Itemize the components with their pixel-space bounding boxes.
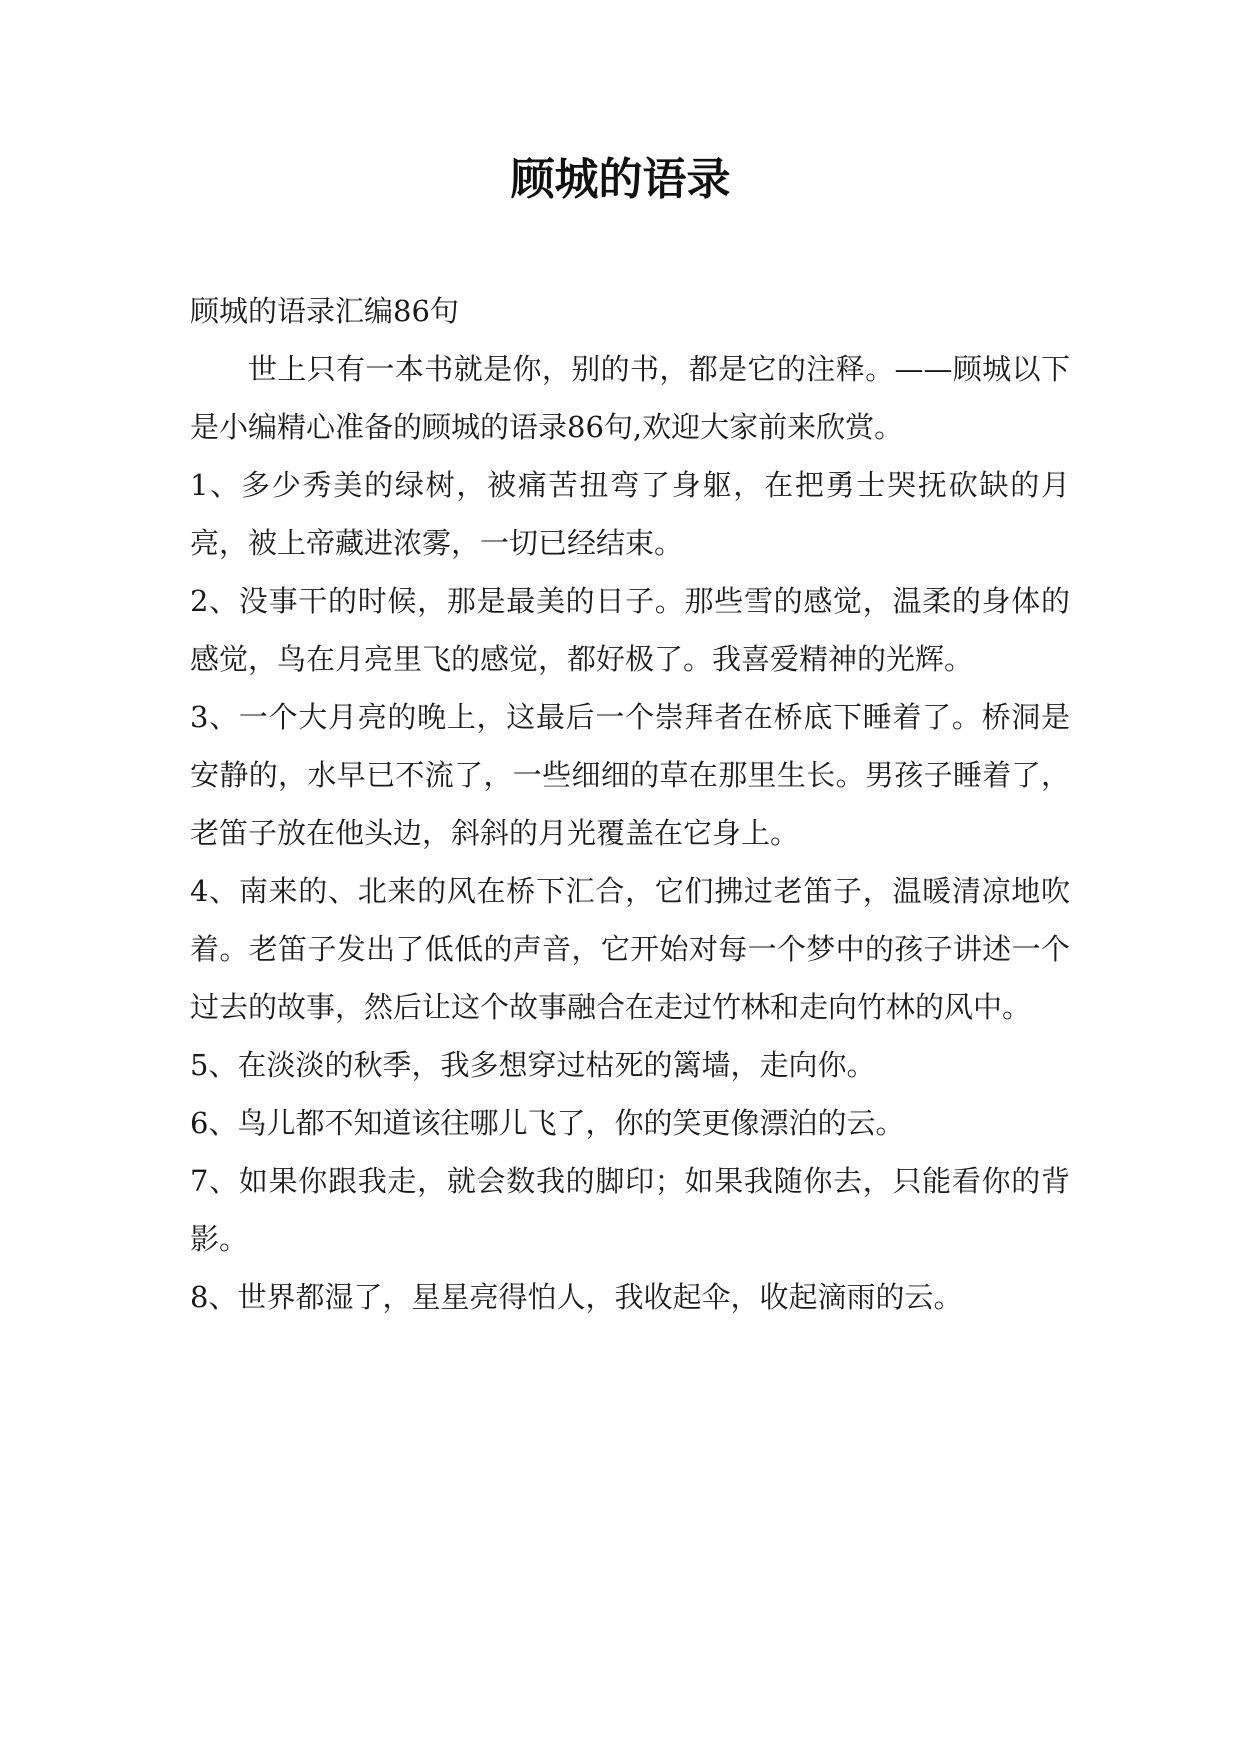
document-title: 顾城的语录 (510, 154, 731, 205)
quote-item: 7、如果你跟我走，就会数我的脚印；如果我随你去，只能看你的背影。 (190, 1164, 1070, 1256)
document-body (190, 282, 1070, 1326)
quote-item: 5、在淡淡的秋季，我多想穿过枯死的篱墙，走向你。 (190, 1048, 876, 1082)
quote-item: 6、鸟儿都不知道该往哪儿飞了，你的笑更像漂泊的云。 (190, 1106, 905, 1140)
intro-paragraph: 世上只有一本书就是你，别的书，都是它的注释。——顾城以下是小编精心准备的顾城的语录86句,欢迎大家前来欣赏。 (190, 352, 1070, 444)
quote-item: 8、世界都湿了，星星亮得怕人，我收起伞，收起滴雨的云。 (190, 1280, 963, 1314)
quote-item: 3、一个大月亮的晚上，这最后一个崇拜者在桥底下睡着了。桥洞是安静的，水早已不流了，一些细细的草在那里生长。男孩子睡着了，老笛子放在他头边，斜斜的月光覆盖在它身上。 (190, 700, 1070, 850)
quote-item: 2、没事干的时候，那是最美的日子。那些雪的感觉，温柔的身体的感觉，鸟在月亮里飞的感觉，都好极了。我喜爱精神的光辉。 (190, 584, 1070, 676)
quote-item: 1、多少秀美的绿树，被痛苦扭弯了身躯，在把勇士哭抚砍缺的月亮，被上帝藏进浓雾，一切已经结束。 (190, 468, 1070, 560)
document-subtitle: 顾城的语录汇编86句 (190, 294, 459, 328)
quote-item: 4、南来的、北来的风在桥下汇合，它们拂过老笛子，温暖清凉地吹着。老笛子发出了低低的声音，它开始对每一个梦中的孩子讲述一个过去的故事，然后让这个故事融合在走过竹林和走向竹林的风中。 (190, 874, 1070, 1024)
